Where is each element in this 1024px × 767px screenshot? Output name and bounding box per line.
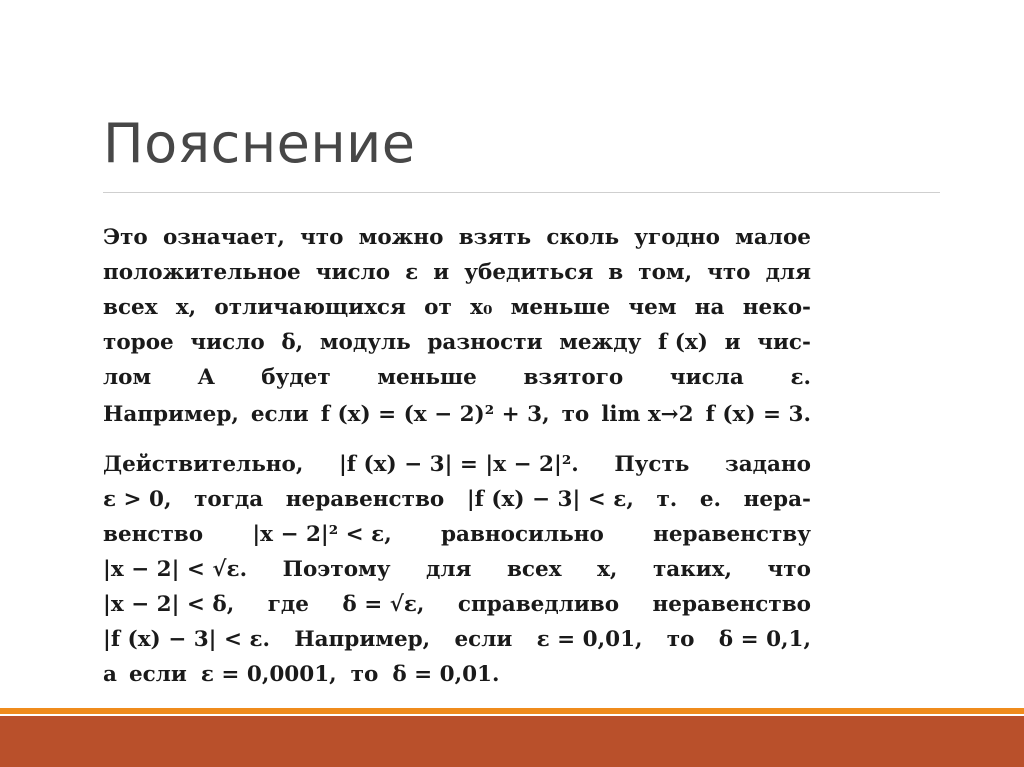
- text-line: Это означает, что можно взять сколь угодно малое: [103, 225, 811, 250]
- slide-title: Пояснение: [103, 112, 416, 175]
- text-line: Действительно, |f (x) − 3| = |x − 2|². Пусть задано: [103, 452, 811, 477]
- text-line: |x − 2| < δ, где δ = √ε, справедливо неравенство: [103, 592, 811, 617]
- scanned-text-block: [103, 220, 811, 692]
- text-line: лом A будет меньше взятого числа ε.: [103, 365, 811, 390]
- text-line: |f (x) − 3| < ε. Например, если ε = 0,01, то δ = 0,1,: [103, 627, 811, 652]
- text-line: а если ε = 0,0001, то δ = 0,01.: [103, 662, 500, 687]
- text-line: |x − 2| < √ε. Поэтому для всех x, таких, что: [103, 557, 811, 582]
- text-line: положительное число ε и убедиться в том, что для: [103, 260, 811, 285]
- text-line: торое число δ, модуль разности между f (x) и чис-: [103, 330, 811, 355]
- text-line: Например, если f (x) = (x − 2)² + 3, то lim x→2 f (x) = 3.: [103, 402, 811, 427]
- text-line: ε > 0, тогда неравенство |f (x) − 3| < ε, т. е. нера-: [103, 487, 811, 512]
- footer-accent-stripe: [0, 708, 1024, 714]
- title-divider: [103, 192, 940, 193]
- text-line: венство |x − 2|² < ε, равносильно неравенству: [103, 522, 811, 547]
- text-line: всех x, отличающихся от x₀ меньше чем на неко-: [103, 295, 811, 320]
- footer-accent-band: [0, 716, 1024, 767]
